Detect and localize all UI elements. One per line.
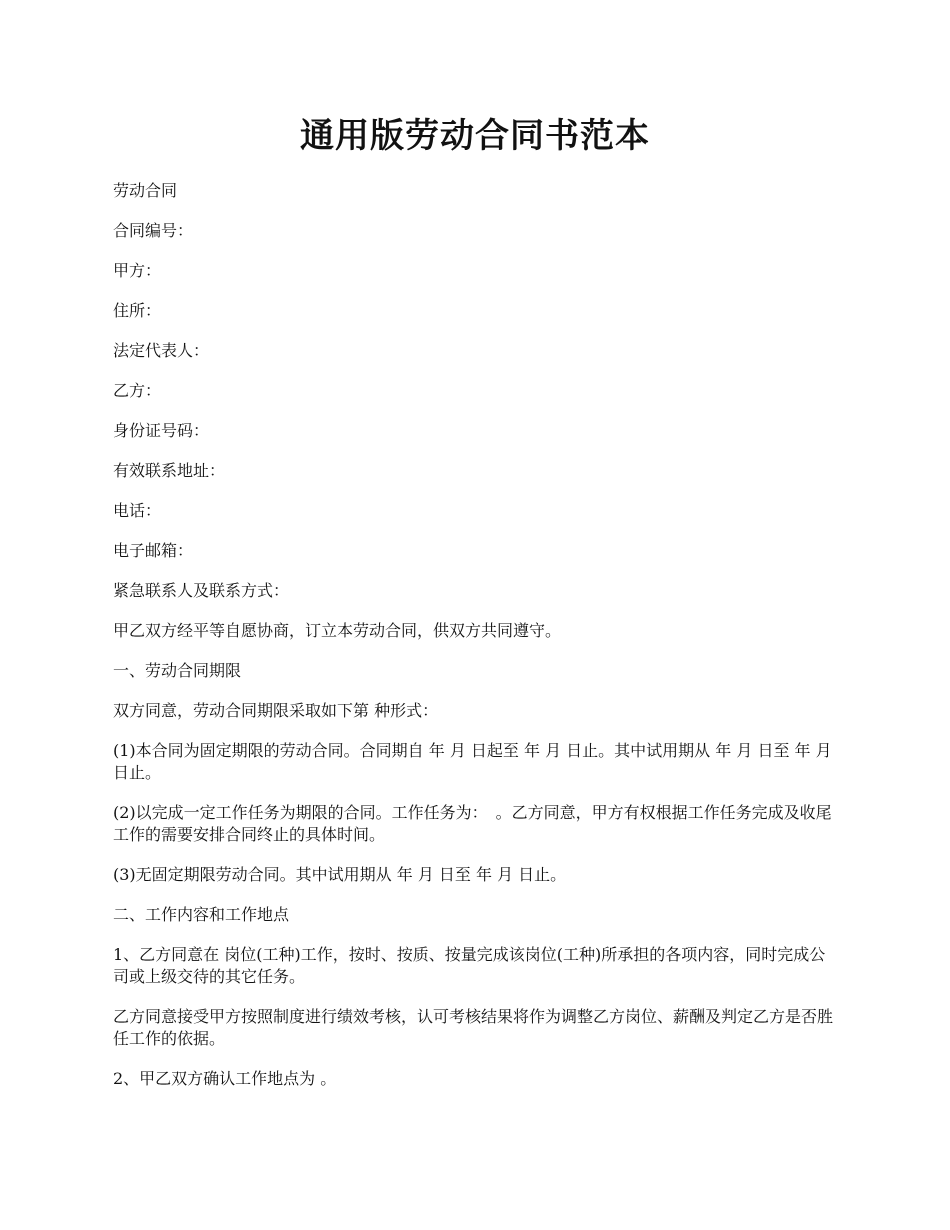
paragraph-work-position: 1、乙方同意在 岗位(工种)工作，按时、按质、按量完成该岗位(工种)所承担的各项内容，同时完成公司或上级交待的其它任务。 [113,945,826,986]
paragraph-contract-heading: 劳动合同 [113,181,178,200]
document-title: 通用版劳动合同书范本 [300,116,650,156]
paragraph-term-form: 双方同意，劳动合同期限采取如下第 种形式： [113,701,439,720]
paragraph-open-ended-term: (3)无固定期限劳动合同。其中试用期从 年 月 日至 年 月 日止。 [113,865,567,884]
paragraph-fixed-term: (1)本合同为固定期限的劳动合同。合同期自 年 月 日起至 年 月 日止。其中试用期从 年 月 日至 年 月 日止。 [113,741,832,782]
paragraph-task-term: (2)以完成一定工作任务为期限的合同。工作任务为： 。乙方同意，甲方有权根据工作任务完成及收尾工作的需要安排合同终止的具体时间。 [113,803,832,844]
field-party-a: 甲方： [113,261,162,280]
paragraph-agreement-intro: 甲乙双方经平等自愿协商，订立本劳动合同，供双方共同遵守。 [113,621,562,640]
paragraph-performance-review: 乙方同意接受甲方按照制度进行绩效考核，认可考核结果将作为调整乙方岗位、薪酬及判定乙方是否胜任工作的依据。 [113,1007,834,1048]
field-contact-address: 有效联系地址： [113,461,226,480]
field-address: 住所： [113,301,162,320]
field-emergency-contact: 紧急联系人及联系方式： [113,581,290,600]
section-heading-work-content: 二、工作内容和工作地点 [113,905,290,924]
field-contract-number: 合同编号： [113,221,194,240]
document-body [113,180,835,1108]
field-party-b: 乙方： [113,381,162,400]
field-phone: 电话： [113,501,162,520]
paragraph-work-location: 2、甲乙双方确认工作地点为 。 [113,1069,337,1088]
field-email: 电子邮箱： [113,541,194,560]
field-id-number: 身份证号码： [113,421,210,440]
section-heading-contract-term: 一、劳动合同期限 [113,661,242,680]
field-legal-representative: 法定代表人： [113,341,210,360]
